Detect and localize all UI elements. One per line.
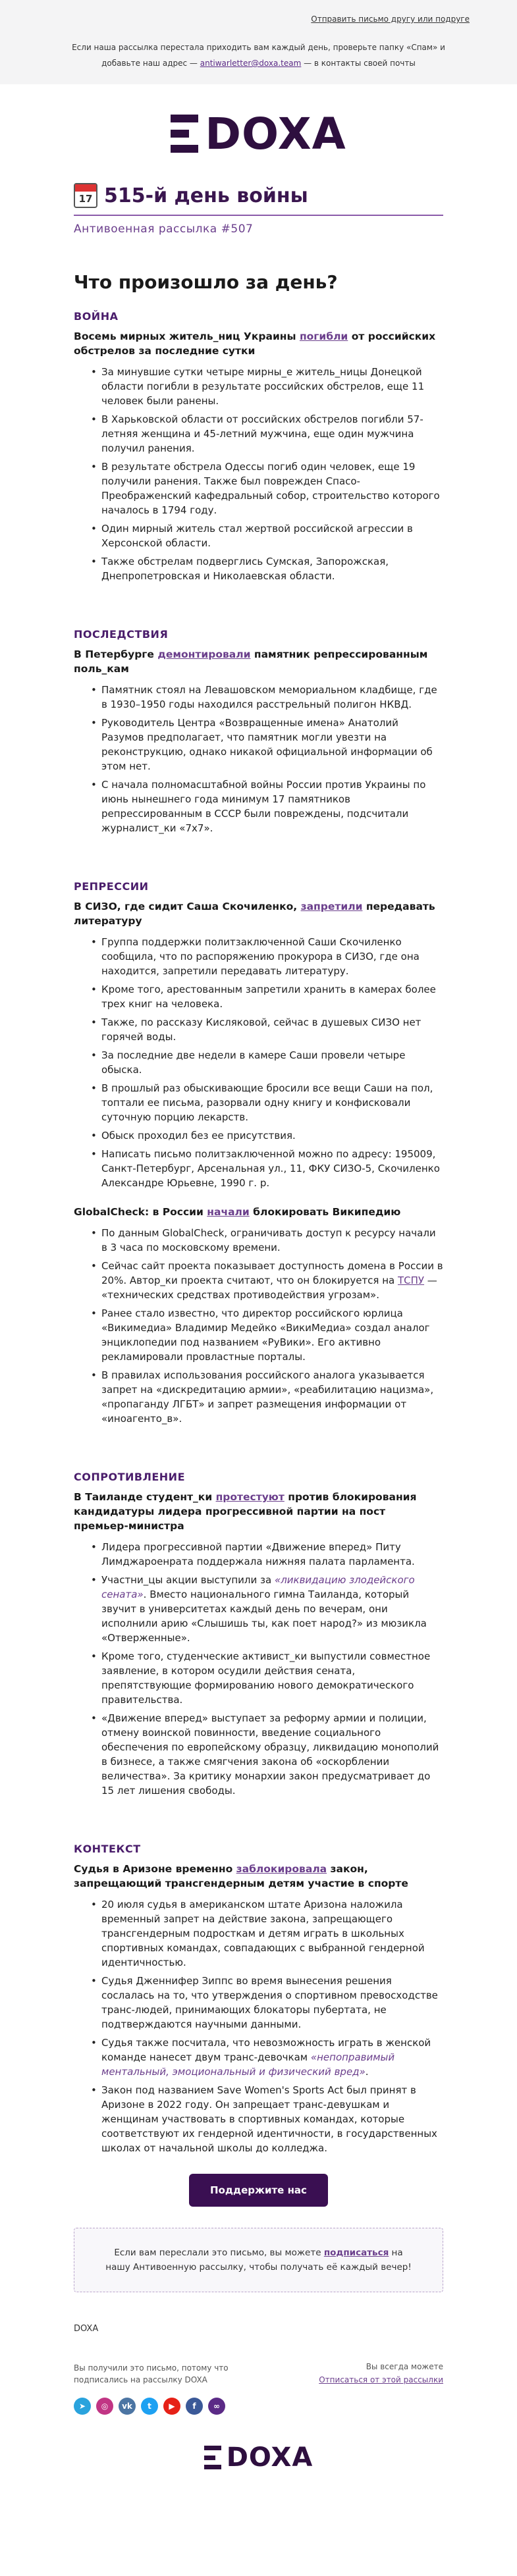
- list-item: • Также обстрелам подверглись Сумская, Запорожская, Днепропетровская и Николаевская области.: [91, 554, 443, 583]
- list-item: • Группа поддержки политзаключенной Саши Скочиленко сообщила, что по распоряжению прокурора в СИЗО, где она находится, запретили передавать литературу.: [91, 935, 443, 978]
- logo-area: [0, 84, 517, 183]
- story-items: [91, 365, 443, 583]
- quote-emphasis: «ликвидацию злодейского сената»: [101, 1574, 415, 1600]
- list-item: • Памятник стоял на Левашовском мемориальном кладбище, где в 1930–1950 годы находился расстрельный полигон НКВД.: [91, 683, 443, 712]
- logo-text: DOXA: [205, 108, 346, 159]
- section-resistance: [74, 1471, 443, 1798]
- spam-note-text: Если наша рассылка перестала приходить вам каждый день, проверьте папку «Спам» и добавьте наш адрес —: [72, 43, 445, 68]
- unsubscribe-link[interactable]: Отписаться от этой рассылки: [319, 2375, 443, 2384]
- list-item: • Сейчас сайт проекта показывает доступность домена в России в 20%. Автор_ки проекта считают, что он блокируется на ТСПУ — «технических средствах противодействия угрозам».: [91, 1259, 443, 1302]
- youtube-icon[interactable]: ▶: [163, 2398, 180, 2415]
- list-item: • Кроме того, арестованным запретили хранить в камерах более трех книг на человека.: [91, 982, 443, 1011]
- support-us-button[interactable]: Поддержите нас: [189, 2174, 328, 2207]
- list-item: • Написать письмо политзаключенной можно по адресу: 195009, Санкт-Петербург, Арсенальная ул., 11, ФКУ СИЗО-5, Скочиленко Александре Юрьевне, 1990 г. р.: [91, 1147, 443, 1190]
- section-aftermath: [74, 628, 443, 835]
- story-link[interactable]: погибли: [299, 330, 348, 342]
- story-link[interactable]: демонтировали: [157, 648, 251, 660]
- list-item: • 20 июля судья в американском штате Аризона наложила временный запрет на действие закона, запрещающего трансгендерным подросткам и детям играть в школьных спортивных командах, совпадающих с выбранной гендерной идентичностью.: [91, 1897, 443, 1970]
- main-heading: Что произошло за день?: [74, 271, 338, 293]
- footer: [74, 2324, 443, 2436]
- logo-text: DOXA: [226, 2442, 313, 2473]
- newsletter-email-link[interactable]: antiwarletter@doxa.team: [200, 59, 302, 68]
- unsubscribe-label: Вы всегда можете: [366, 2362, 443, 2371]
- list-item: • Закон под названием Save Women's Sports Act был принят в Аризоне в 2022 году. Он запрещает транс-девушкам и женщинам участвовать в спортивных командах, которые соответствуют их гендерной идентичности, в государственных школах от начальной школы до колледжа.: [91, 2083, 443, 2155]
- list-item: • В Харьковской области от российских обстрелов погибли 57-летняя женщина и 45-летний мужчина, еще один мужчина получил ранения.: [91, 412, 443, 456]
- story-link[interactable]: заблокировала: [236, 1863, 327, 1875]
- list-item: • Обыск проходил без ее присутствия.: [91, 1128, 443, 1143]
- list-item: • Руководитель Центра «Возвращенные имена» Анатолий Разумов предполагает, что памятник могли увезти на реконструкцию, однако никакой официальной информации об этом нет.: [91, 716, 443, 774]
- list-item: • Судья также посчитала, что невозможность играть в женской команде нанесет двум транс-девочкам «непоправимый ментальный, эмоциональный и физический вред».: [91, 2036, 443, 2079]
- list-item: • В результате обстрела Одессы погиб один человек, еще 19 получили ранения. Также был поврежден Спасо-Преображенский кафедральный собор, строительство которого началось в 1794 году.: [91, 460, 443, 517]
- story-lead: GlobalCheck: в России начали блокировать Википедию: [74, 1206, 401, 1218]
- facebook-icon[interactable]: f: [186, 2398, 203, 2415]
- story-lead: Судья в Аризоне временно заблокировала закон, запрещающий трансгендерным детям участие в спорте: [74, 1863, 408, 1889]
- newsletter-subtitle: Антивоенная рассылка #507: [74, 223, 254, 236]
- subscribe-box: Если вам переслали это письмо, вы можете подписаться на нашу Антивоенную рассылку, чтобы получать её каждый вечер!: [74, 2228, 443, 2292]
- section-context: [74, 1843, 443, 2155]
- twitter-icon[interactable]: t: [141, 2398, 158, 2415]
- forward-link[interactable]: Отправить письмо другу или подруге: [311, 14, 470, 24]
- footer-reason: Вы получили это письмо, потому что подписались на рассылку DOXA: [74, 2363, 229, 2384]
- section-heading: ВОЙНА: [74, 310, 119, 323]
- link-icon[interactable]: ∞: [208, 2398, 225, 2415]
- logo-mark-icon: [171, 115, 198, 153]
- list-item: • Один мирный житель стал жертвой российской агрессии в Херсонской области.: [91, 521, 443, 550]
- story-items: [91, 935, 443, 1190]
- instagram-icon[interactable]: ◎: [96, 2398, 113, 2415]
- day-title: [74, 183, 443, 216]
- list-item: • Также, по рассказу Кисляковой, сейчас в душевых СИЗО нет горячей воды.: [91, 1015, 443, 1044]
- tspu-link[interactable]: ТСПУ: [397, 1275, 425, 1286]
- list-item: • За последние две недели в камере Саши провели четыре обыска.: [91, 1048, 443, 1077]
- section-heading: ПОСЛЕДСТВИЯ: [74, 628, 169, 641]
- top-bar: [0, 0, 517, 84]
- story-lead: В Таиланде студент_ки протестуют против блокирования кандидатуры лидера прогрессивной партии на пост премьер-министра: [74, 1491, 417, 1532]
- social-links: [74, 2398, 225, 2415]
- story-lead: В Петербурге демонтировали памятник репрессированным поль_кам: [74, 648, 428, 675]
- story-lead: Восемь мирных житель_ниц Украины погибли от российских обстрелов за последние сутки: [74, 330, 436, 357]
- list-item: • За минувшие сутки четыре мирны_е житель_ницы Донецкой области погибли в результате российских обстрелов, еще 11 человек были ранены.: [91, 365, 443, 408]
- content: [0, 183, 517, 2473]
- story-items: [91, 683, 443, 835]
- section-repression: [74, 880, 443, 1426]
- calendar-icon: 17: [74, 183, 97, 208]
- quote-emphasis: «непоправимый ментальный, эмоциональный и физический вред»: [101, 2051, 395, 2078]
- doxa-logo[interactable]: [171, 109, 346, 159]
- subscribe-link[interactable]: подписаться: [323, 2247, 389, 2258]
- story-items: [91, 1897, 443, 2155]
- section-heading: КОНТЕКСТ: [74, 1843, 141, 1855]
- footer-brand: DOXA: [74, 2324, 99, 2334]
- section-heading: РЕПРЕССИИ: [74, 880, 149, 893]
- story-link[interactable]: протестуют: [215, 1491, 285, 1503]
- story-lead: В СИЗО, где сидит Саша Скочиленко, запретили передавать литературу: [74, 901, 435, 927]
- list-item: • Участни_цы акции выступили за «ликвидацию злодейского сената». Вместо национального гимна Таиланда, который звучит в университетах каждый день по вечерам, они исполнили арию «Слышишь ты, как поет народ?» из мюзикла «Отверженные».: [91, 1573, 443, 1645]
- list-item: • Кроме того, студенческие активист_ки выпустили совместное заявление, в котором осудили действия сената, препятствующие формированию нового демократического правительства.: [91, 1649, 443, 1707]
- spam-note: [66, 39, 451, 71]
- list-item: • В прошлый раз обыскивающие бросили все вещи Саши на пол, топтали ее письма, разорвали одну книгу и конфисковали суточную порцию лекарств.: [91, 1081, 443, 1124]
- story-items: [91, 1540, 443, 1798]
- list-item: • С начала полномасштабной войны России против Украины по июнь нынешнего года минимум 17 памятников репрессированным в СССР были повреждены, подсчитали журналист_ки «7x7».: [91, 777, 443, 835]
- story-link[interactable]: запретили: [300, 901, 363, 912]
- story-items: [91, 1226, 443, 1426]
- list-item: • В правилах использования российского аналога указывается запрет на «дискредитацию армии», «реабилитацию нацизма», «пропаганду ЛГБТ» и запрет размещения информации от «иноагенто_в».: [91, 1368, 443, 1426]
- section-war: [74, 310, 443, 583]
- story-link[interactable]: начали: [207, 1206, 250, 1218]
- list-item: • Лидера прогрессивной партии «Движение вперед» Питу Лимджароенрата поддержала нижняя палата парламента.: [91, 1540, 443, 1569]
- vk-icon[interactable]: vk: [119, 2398, 136, 2415]
- list-item: • Судья Дженнифер Зиппс во время вынесения решения сослалась на то, что утверждения о спортивном превосходстве транс-людей, принимающих блокаторы пубертата, не подтверждаются научными данными.: [91, 1974, 443, 2032]
- section-heading: СОПРОТИВЛЕНИЕ: [74, 1471, 185, 1483]
- logo-mark-icon: [204, 2446, 221, 2469]
- list-item: • «Движение вперед» выступает за реформу армии и полиции, отмену воинской повинности, введение социального обеспечения по европейскому образцу, ликвидацию монополий в бизнесе, а также смягчения закона об «оскорблении величества». За критику монархии закон предусматривает до 15 лет лишения свободы.: [91, 1711, 443, 1798]
- list-item: • По данным GlobalCheck, ограничивать доступ к ресурсу начали в 3 часа по московскому времени.: [91, 1226, 443, 1255]
- list-item: • Ранее стало известно, что директор российского юрлица «Викимедиа» Владимир Медейко «ВикиМедиа» создал аналог энциклопедии под названием «РуВики». Его активно рекламировали провластные порталы.: [91, 1306, 443, 1364]
- cta-area: [74, 2174, 443, 2207]
- telegram-icon[interactable]: ➤: [74, 2398, 91, 2415]
- spam-note-text-end: — в контакты своей почты: [301, 59, 416, 68]
- footer-logo[interactable]: [74, 2442, 443, 2473]
- day-title-text: 515-й день войны: [104, 184, 308, 207]
